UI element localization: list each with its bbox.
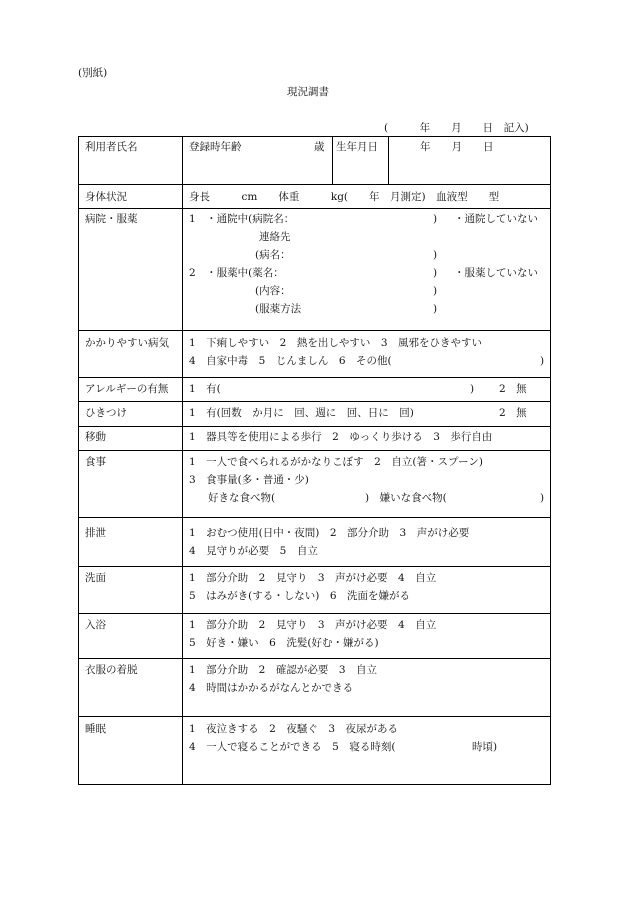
excretion-label: 排泄 — [85, 527, 106, 539]
meal-label: 食事 — [85, 456, 106, 468]
medication-method-close: ) — [433, 303, 438, 315]
meal-line-2: 3 食事量(多・普通・少) — [189, 474, 309, 486]
hospital-line-1-close: ) — [433, 213, 438, 225]
face-wash-line-2: 5 はみがき(する・しない) 6 洗面を嫌がる — [189, 590, 411, 602]
movement-options: 1 器具等を使用による歩行 2 ゆっくり歩ける 3 歩行自由 — [189, 431, 493, 443]
seizure-label: ひきつけ — [85, 407, 127, 419]
seizure-no: 2 無 — [499, 407, 527, 419]
birth-date-label: 生年月日 — [336, 141, 378, 153]
allergy-yes-close: ) — [470, 383, 475, 395]
age-unit: 歳 — [314, 141, 325, 153]
birth-date-fields: 年 月 日 — [420, 141, 494, 153]
allergy-no: 2 無 — [499, 383, 527, 395]
medication-method: (服薬方法 — [255, 303, 302, 315]
meal-favorite-food: 好きな食べ物( — [208, 492, 276, 504]
bathing-line-2: 5 好き・嫌い 6 洗髪(好む・嫌がる) — [189, 637, 379, 649]
medication-line-close: ) — [433, 267, 438, 279]
movement-label: 移動 — [85, 431, 106, 443]
sleep-label: 睡眠 — [85, 723, 106, 735]
hospital-no-visit-option: ・通院していない — [454, 213, 538, 225]
dressing-line-2: 4 時間はかかるがなんとかできる — [189, 682, 354, 694]
page-title: 現況調書 — [287, 86, 329, 98]
hospital-contact: 連絡先 — [259, 231, 291, 243]
hospital-line-1: 1 ・通院中(病院名： — [189, 213, 295, 225]
hospital-label: 病院・服薬 — [85, 213, 138, 225]
sleep-line-2: 4 一人で寝ることができる 5 寝る時刻( — [189, 741, 396, 753]
excretion-line-2: 4 見守りが必要 5 自立 — [189, 545, 318, 557]
face-wash-label: 洗面 — [85, 572, 106, 584]
dressing-line-1: 1 部分介助 2 確認が必要 3 自立 — [189, 664, 378, 676]
allergy-label: アレルギーの有無 — [85, 383, 169, 395]
seizure-yes: 1 有(回数 か月に 回、週に 回、日に 回) — [189, 407, 414, 419]
date-line: ( 年 月 日 記入) — [384, 122, 529, 134]
attachment-label: (別紙) — [78, 67, 108, 79]
meal-line-1: 1 一人で食べられるがかなりこぼす 2 自立(箸・スプーン) — [189, 456, 484, 468]
illness-line-2-close: ) — [540, 355, 545, 367]
medication-content-close: ) — [433, 285, 438, 297]
user-name-label: 利用者氏名 — [85, 141, 138, 153]
illness-label: かかりやすい病気 — [85, 337, 169, 349]
medication-content: (内容： — [255, 285, 291, 297]
meal-disliked-food-close: ) — [540, 492, 545, 504]
hospital-disease: (病名： — [255, 249, 291, 261]
allergy-yes: 1 有( — [189, 383, 221, 395]
survey-table — [78, 136, 551, 785]
medication-line: 2 ・服薬中(薬名： — [189, 267, 284, 279]
body-status-fields: 身長 cm 体重 kg( 年 月測定) 血液型 型 — [189, 191, 500, 203]
sleep-line-1: 1 夜泣きする 2 夜騒ぐ 3 夜尿がある — [189, 723, 399, 735]
bathing-label: 入浴 — [85, 619, 106, 631]
bathing-line-1: 1 部分介助 2 見守り 3 声がけ必要 4 自立 — [189, 619, 437, 631]
medication-none-option: ・服薬していない — [454, 267, 538, 279]
face-wash-line-1: 1 部分介助 2 見守り 3 声がけ必要 4 自立 — [189, 572, 437, 584]
illness-line-2: 4 自家中毒 5 じんましん 6 その他( — [189, 355, 392, 367]
age-label: 登録時年齢 — [189, 141, 242, 153]
dressing-label: 衣服の着脱 — [85, 664, 138, 676]
sleep-line-2-close: 時頃) — [472, 741, 498, 753]
illness-line-1: 1 下痢しやすい 2 熱を出しやすい 3 風邪をひきやすい — [189, 337, 483, 349]
meal-disliked-food: ) 嫌いな食べ物( — [365, 492, 447, 504]
excretion-line-1: 1 おむつ使用(日中・夜間) 2 部分介助 3 声がけ必要 — [189, 527, 470, 539]
body-status-label: 身体状況 — [85, 191, 127, 203]
hospital-disease-close: ) — [433, 249, 438, 261]
